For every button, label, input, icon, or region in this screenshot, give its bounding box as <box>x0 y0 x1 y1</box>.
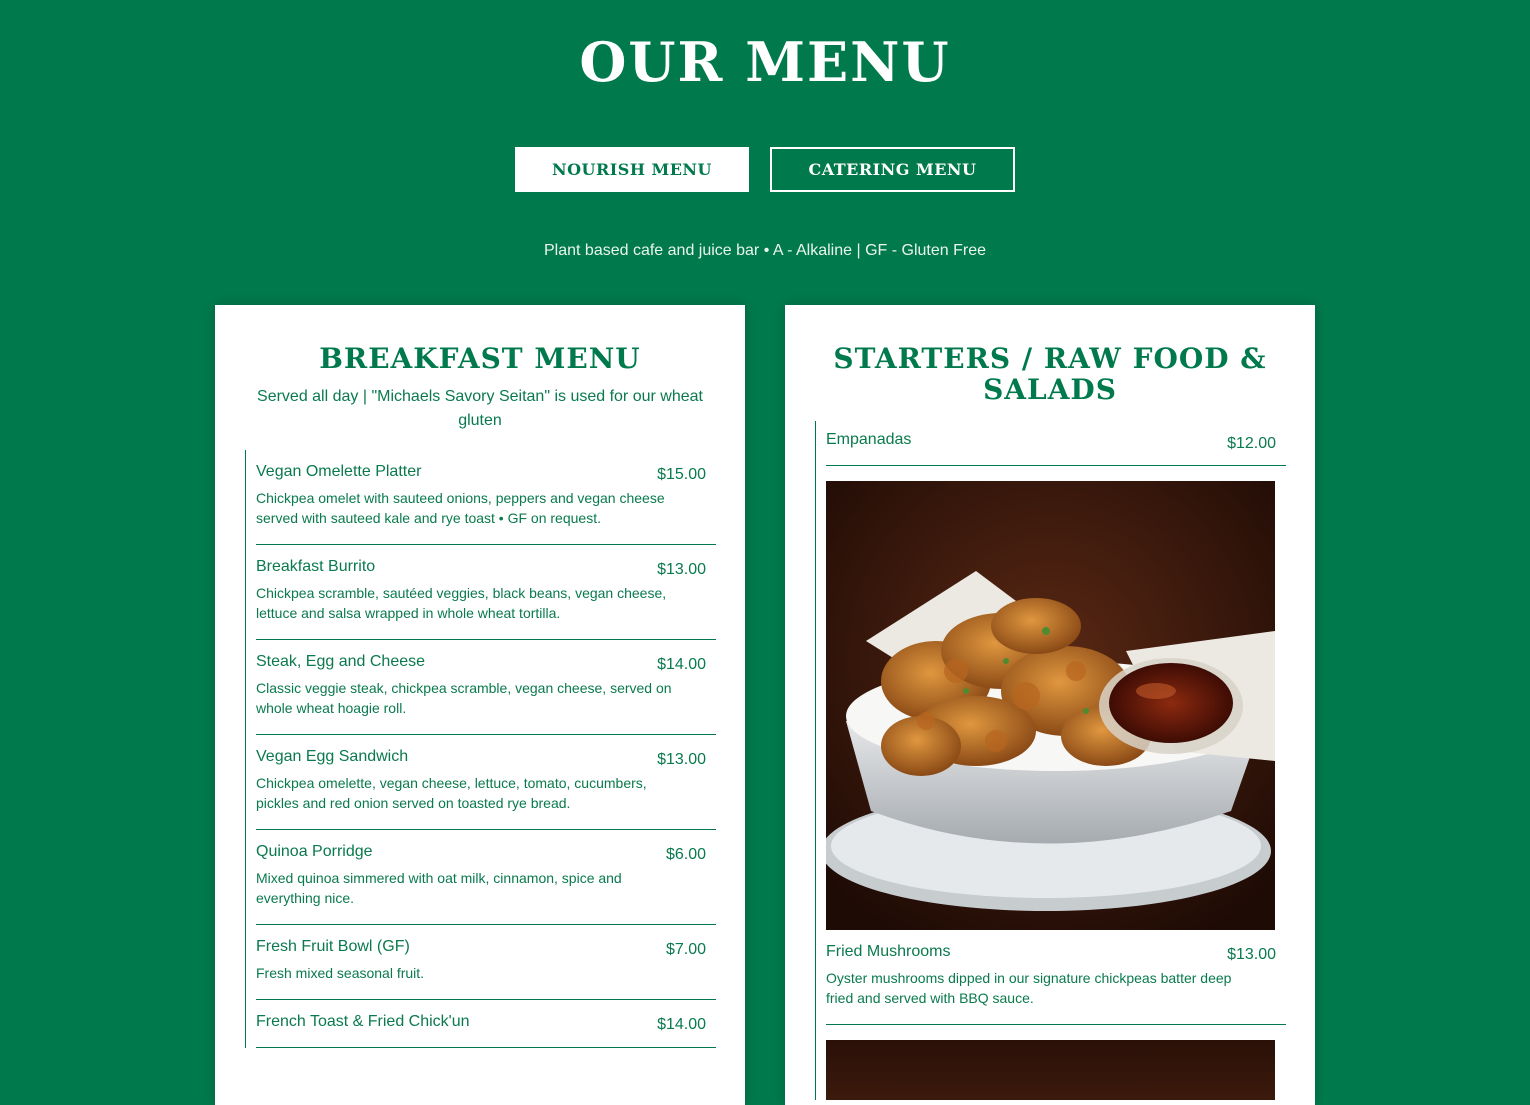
menu-subtitle: Plant based cafe and juice bar • A - Alkaline | GF - Gluten Free <box>544 242 986 259</box>
breakfast-menu-title: BREAKFAST MENU <box>319 342 641 375</box>
menu-item-price: $14.00 <box>657 656 706 673</box>
menu-item-price: $13.00 <box>1227 946 1276 963</box>
menu-item-price: $13.00 <box>657 751 706 768</box>
breakfast-menu-card <box>215 305 745 1105</box>
starters-menu-title: STARTERS / RAW FOOD & SALADS <box>833 342 1267 406</box>
menu-item-price: $14.00 <box>657 1016 706 1033</box>
starters-menu-card <box>785 305 1315 1105</box>
page-title: OUR MENU <box>579 30 951 94</box>
menu-item-price: $7.00 <box>665 941 706 958</box>
menu-item <box>826 930 1286 1025</box>
menu-tabs <box>0 147 1530 192</box>
menu-item-name: Fresh Fruit Bowl (GF) <box>256 938 410 955</box>
menu-item <box>256 640 716 735</box>
breakfast-menu-note: Served all day | "Michaels Savory Seitan" is used for our wheat gluten <box>257 388 703 429</box>
menu-item-name: Quinoa Porridge <box>256 843 373 860</box>
menu-item-description: Classic veggie steak, chickpea scramble, vegan cheese, served on whole wheat hoagie roll. <box>256 680 672 716</box>
fried-mushrooms-photo <box>826 481 1275 930</box>
menu-item <box>256 1000 716 1048</box>
menu-item-description: Chickpea scramble, sautéed veggies, black beans, vegan cheese, lettuce and salsa wrapped in whole wheat tortilla. <box>256 585 667 621</box>
next-dish-photo <box>826 1040 1275 1100</box>
menu-item-price: $13.00 <box>657 561 706 578</box>
menu-item-name: Vegan Egg Sandwich <box>256 748 409 765</box>
menu-item-name: Steak, Egg and Cheese <box>256 653 426 670</box>
menu-item <box>256 830 716 925</box>
menu-item <box>256 735 716 830</box>
menu-item-price: $12.00 <box>1227 435 1276 452</box>
menu-item-description: Mixed quinoa simmered with oat milk, cinnamon, spice and everything nice. <box>256 870 622 906</box>
tab-catering-menu[interactable]: CATERING MENU <box>770 147 1015 192</box>
menu-item <box>256 450 716 545</box>
menu-item-name: French Toast & Fried Chick'un <box>256 1013 470 1030</box>
menu-item-description: Oyster mushrooms dipped in our signature chickpeas batter deep fried and served with BBQ sauce. <box>826 970 1232 1006</box>
menu-item-description: Fresh mixed seasonal fruit. <box>256 965 425 981</box>
menu-item-price: $15.00 <box>657 466 706 483</box>
breakfast-item-list <box>245 450 716 1048</box>
starters-item-list <box>815 421 1286 1100</box>
menu-item <box>826 421 1286 466</box>
menu-item-name: Breakfast Burrito <box>256 558 376 575</box>
menu-item-price: $6.00 <box>665 846 706 863</box>
menu-item <box>256 545 716 640</box>
menu-item-description: Chickpea omelet with sauteed onions, peppers and vegan cheese served with sauteed kale and rye toast • GF on request. <box>256 490 665 526</box>
menu-item <box>256 925 716 1000</box>
menu-item-name: Vegan Omelette Platter <box>256 463 422 480</box>
menu-item-name: Fried Mushrooms <box>826 943 951 960</box>
menu-item-name: Empanadas <box>826 431 912 448</box>
menu-item-description: Chickpea omelette, vegan cheese, lettuce, tomato, cucumbers, pickles and red onion served on toasted rye bread. <box>256 775 647 811</box>
tab-nourish-menu[interactable]: NOURISH MENU <box>515 147 749 192</box>
